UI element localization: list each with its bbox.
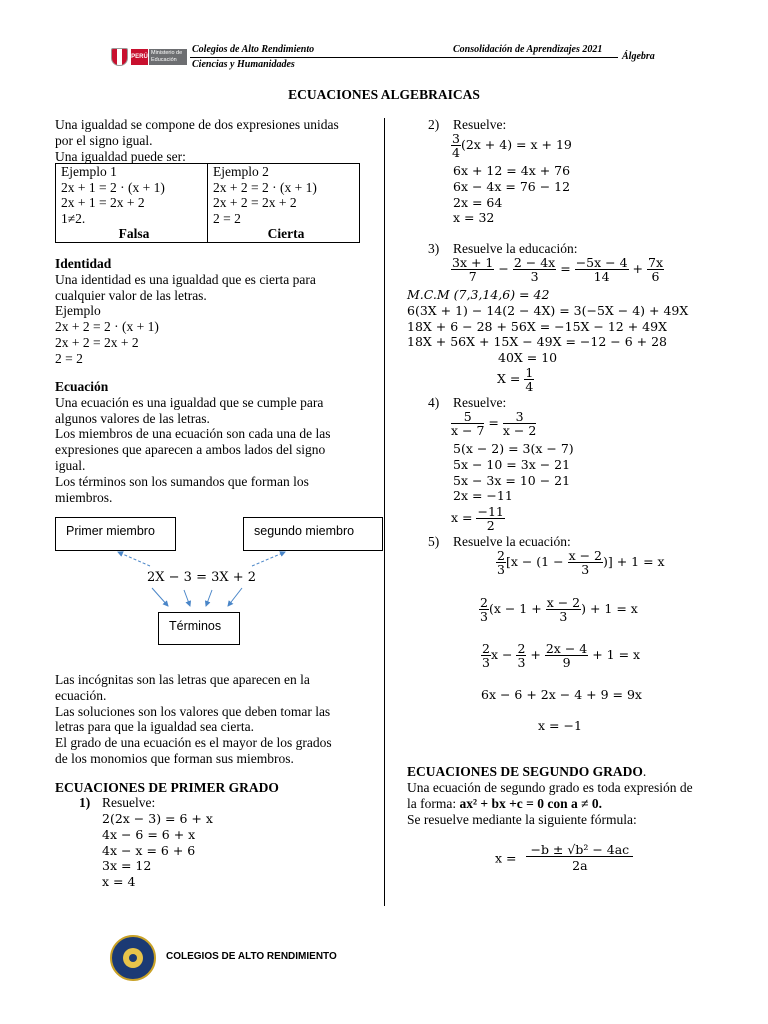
step: 2x = −11 xyxy=(453,488,513,504)
problem-5-line-4: 6x − 6 + 2x − 4 + 9 = 9x xyxy=(481,687,642,702)
formula-lhs: x = xyxy=(495,850,517,866)
term-arrows xyxy=(152,588,242,606)
operator: = xyxy=(488,415,499,430)
operator: − xyxy=(498,261,509,276)
problem-3-result xyxy=(497,366,534,393)
fraction xyxy=(513,256,556,283)
text-line: 2x + 2 = 2 · (x + 1) xyxy=(55,319,159,335)
denominator: 3 xyxy=(530,269,539,284)
numerator: 5 xyxy=(451,410,484,424)
problem-5-line-5: x = −1 xyxy=(538,718,582,733)
numerator: x − 2 xyxy=(568,548,602,563)
text-line: miembros. xyxy=(55,489,113,505)
problem-3-number: 3) xyxy=(428,241,440,256)
denominator: 4 xyxy=(525,379,534,394)
step: 2(2x − 3) = 6 + x xyxy=(102,811,213,826)
header-right-top: Consolidación de Aprendizajes 2021 xyxy=(453,44,603,55)
text-line: El grado de una ecuación es el mayor de los grados xyxy=(55,735,332,751)
step: 2x = 64 xyxy=(453,194,503,210)
table-cell-line: 2 = 2 xyxy=(213,210,241,226)
fraction xyxy=(503,410,536,437)
denominator: x − 7 xyxy=(451,423,485,438)
table-verdict: Cierta xyxy=(267,226,305,241)
text-line: Las incógnitas son las letras que aparecen en la xyxy=(55,672,310,687)
segundo-grado-heading-line xyxy=(407,764,646,780)
text-line: Los términos son los sumandos que forman los xyxy=(55,473,309,489)
expression: x − xyxy=(490,647,513,662)
text-line: algunos valores de las letras. xyxy=(55,410,210,426)
denominator: 3 xyxy=(581,562,590,577)
denominator: 3 xyxy=(559,609,568,624)
result-lhs: x = xyxy=(451,510,473,525)
logo-peru-text: PERÚ xyxy=(131,49,148,65)
operator: + xyxy=(632,261,644,276)
intro-line: Una igualdad puede ser: xyxy=(55,148,186,164)
step: 6(3X + 1) − 14(2 − 4X) = 3(−5X − 4) + 49X xyxy=(407,302,689,318)
text-line: 2x + 2 = 2x + 2 xyxy=(55,334,139,350)
expression: (2x + 4) = x + 19 xyxy=(460,137,572,152)
problem-3-steps xyxy=(407,287,688,350)
numerator: −5x − 4 xyxy=(575,255,628,270)
problem-3-label: Resuelve la educación: xyxy=(453,241,578,256)
text-line: Una identidad es una igualdad que es cierta para xyxy=(55,271,316,287)
step: 6x + 12 = 4x + 76 xyxy=(453,163,571,178)
expression: )] + 1 = x xyxy=(603,554,665,569)
step: 4x − 6 = 6 + x xyxy=(102,826,196,842)
diagram-equation: 2X − 3 = 3X + 2 xyxy=(147,570,257,585)
step: 5x − 3x = 10 − 21 xyxy=(453,472,571,488)
fraction xyxy=(575,256,629,283)
problem-5-line-1 xyxy=(496,549,665,576)
step: 5(x − 2) = 3(x − 7) xyxy=(453,441,574,456)
numerator: −b ± √b² − 4ac xyxy=(526,843,633,857)
text-line: 2 = 2 xyxy=(55,350,83,366)
problem-2-label: Resuelve: xyxy=(453,117,507,132)
problem-2-steps xyxy=(453,163,570,226)
section-heading: Identidad xyxy=(55,256,112,271)
denominator: 2 xyxy=(486,518,495,533)
table-cell-line: 2x + 2 = 2x + 2 xyxy=(213,195,297,210)
denominator: 3 xyxy=(482,655,490,670)
table-cell-line: 1≠2. xyxy=(61,210,86,226)
numerator: 3x + 1 xyxy=(452,255,494,270)
step: 6x − 4x = 76 − 12 xyxy=(453,178,571,194)
operator: + xyxy=(530,647,541,662)
problem-5-line-3 xyxy=(481,642,640,669)
denominator: 4 xyxy=(452,145,460,160)
expression: [x − (1 − xyxy=(505,554,564,569)
primer-grado-heading: ECUACIONES DE PRIMER GRADO xyxy=(55,780,279,795)
denominator: 3 xyxy=(480,609,488,624)
text-line: Una ecuación es una igualdad que se cumple para xyxy=(55,394,324,410)
incognitas-text xyxy=(55,672,375,767)
denominator: 2a xyxy=(572,858,588,873)
fraction xyxy=(524,366,534,393)
table-verdict: Falsa xyxy=(118,226,150,241)
numerator: 2 xyxy=(482,641,490,656)
problem-5-number: 5) xyxy=(428,534,440,549)
numerator: 2x − 4 xyxy=(545,641,588,656)
denominator: 3 xyxy=(497,562,505,577)
denominator: 6 xyxy=(651,269,660,284)
step: 4x − x = 6 + 6 xyxy=(102,842,196,858)
text-prefix: la forma: xyxy=(407,795,457,811)
step: 18X + 6 − 28 + 56X = −15X − 12 + 49X xyxy=(407,318,667,334)
heading-dot: . xyxy=(642,764,647,779)
numerator: 1 xyxy=(525,365,534,380)
table-cell-line: 2x + 2 = 2 · (x + 1) xyxy=(213,179,317,195)
header-left-top: Colegios de Alto Rendimiento xyxy=(192,44,315,55)
problem-2-number: 2) xyxy=(428,117,440,132)
problem-4-result xyxy=(451,505,505,532)
text-line: Se resuelve mediante la siguiente fórmula: xyxy=(407,811,637,827)
numerator: 3 xyxy=(503,410,536,424)
problem-1-steps xyxy=(102,811,213,890)
footer-text: COLEGIOS DE ALTO RENDIMIENTO xyxy=(166,951,337,962)
operator: = xyxy=(560,261,571,276)
school-logo xyxy=(110,935,156,981)
numerator: −11 xyxy=(477,504,504,519)
fraction xyxy=(526,843,633,875)
expression: + 1 = x xyxy=(592,647,641,662)
text-line: igual. xyxy=(55,457,86,473)
numerator: 2 − 4x xyxy=(513,255,556,270)
text-line: ecuación. xyxy=(55,687,107,703)
intro-line: por el signo igual. xyxy=(55,132,153,148)
text-line: Los miembros de una ecuación son cada una de las xyxy=(55,426,331,442)
problem-2-first-line xyxy=(451,132,572,159)
table-cell-line: Ejemplo 2 xyxy=(213,164,269,179)
fraction xyxy=(647,256,664,283)
text-line xyxy=(407,796,737,812)
text-line: Una ecuación de segundo grado es toda expresión de xyxy=(407,780,693,795)
fraction xyxy=(476,505,504,532)
step: x = 32 xyxy=(453,210,495,226)
problem-4-number: 4) xyxy=(428,395,440,410)
segundo-grado-heading: ECUACIONES DE SEGUNDO GRADO xyxy=(407,764,643,779)
numerator: 7x xyxy=(648,255,664,270)
problem-4-equation xyxy=(451,410,536,437)
numerator: 2 xyxy=(480,595,488,610)
denominator: 14 xyxy=(593,269,610,284)
intro-line: Una igualdad se compone de dos expresiones unidas xyxy=(55,117,339,132)
fraction xyxy=(481,642,491,669)
fraction xyxy=(479,596,489,623)
step: x = 4 xyxy=(102,874,136,890)
problem-4-steps xyxy=(453,441,574,504)
expression: (x − 1 + xyxy=(488,601,542,616)
problem-4-label: Resuelve: xyxy=(453,395,507,410)
result-lhs: X = xyxy=(497,371,521,386)
logo-core xyxy=(129,954,137,962)
denominator: 3 xyxy=(517,655,526,670)
logo-ministry-text: Ministerio de Educación xyxy=(149,49,187,65)
table-cell-line: Ejemplo 1 xyxy=(61,164,117,179)
text-line: letras para que la igualdad sea cierta. xyxy=(55,719,255,735)
table-cell-line: 2x + 1 = 2x + 2 xyxy=(61,195,145,210)
problem-1-number: 1) xyxy=(79,795,91,810)
denominator: 7 xyxy=(468,269,477,284)
header-subject: Álgebra xyxy=(622,51,655,62)
problem-3-equation xyxy=(451,256,664,283)
fraction xyxy=(451,256,494,283)
fraction xyxy=(451,410,484,437)
numerator: 3 xyxy=(452,131,460,146)
quadratic-formula xyxy=(495,843,633,875)
numerator: x − 2 xyxy=(546,595,581,610)
segundo-miembro-box: segundo miembro xyxy=(243,517,383,551)
page-title: ECUACIONES ALGEBRAICAS xyxy=(288,87,480,102)
problem-5-line-2 xyxy=(479,596,638,623)
general-form: ax² + bx +c = 0 con a ≠ 0. xyxy=(459,795,603,811)
mcm-line: M.C.M (7,3,14,6) = 42 xyxy=(407,287,550,302)
fraction xyxy=(516,642,526,669)
numerator: 2 xyxy=(497,548,505,563)
terminos-box: Términos xyxy=(158,612,240,645)
text-line: cualquier valor de las letras. xyxy=(55,287,207,303)
member-arrows xyxy=(118,552,285,566)
text-line: Las soluciones son los valores que deben tomar las xyxy=(55,703,331,719)
text-line: Ejemplo xyxy=(55,303,101,319)
step: 18X + 56X + 15X − 49X = −12 − 6 + 28 xyxy=(407,334,667,350)
problem-1-label: Resuelve: xyxy=(102,795,156,810)
problem-3-step-40x: 40X = 10 xyxy=(498,350,558,365)
fraction xyxy=(568,549,603,576)
denominator: x − 2 xyxy=(502,423,537,438)
text-line: de los monomios que forman sus miembros. xyxy=(55,750,294,766)
fraction xyxy=(451,132,461,159)
fraction xyxy=(496,549,506,576)
fraction xyxy=(546,596,581,623)
denominator: 9 xyxy=(562,655,571,670)
numerator: 2 xyxy=(517,641,526,656)
problem-5-label: Resuelve la ecuación: xyxy=(453,534,571,549)
fraction xyxy=(545,642,588,669)
step: 3x = 12 xyxy=(102,858,152,874)
primer-miembro-box: Primer miembro xyxy=(55,517,176,551)
table-cell-line: 2x + 1 = 2 · (x + 1) xyxy=(61,179,165,195)
section-heading: Ecuación xyxy=(55,379,109,394)
expression: ) + 1 = x xyxy=(581,601,638,616)
segundo-grado-text xyxy=(407,780,737,827)
text-line: expresiones que aparecen a ambos lados del signo xyxy=(55,442,326,458)
header-left-bottom: Ciencias y Humanidades xyxy=(192,59,295,70)
step: 5x − 10 = 3x − 21 xyxy=(453,456,571,472)
